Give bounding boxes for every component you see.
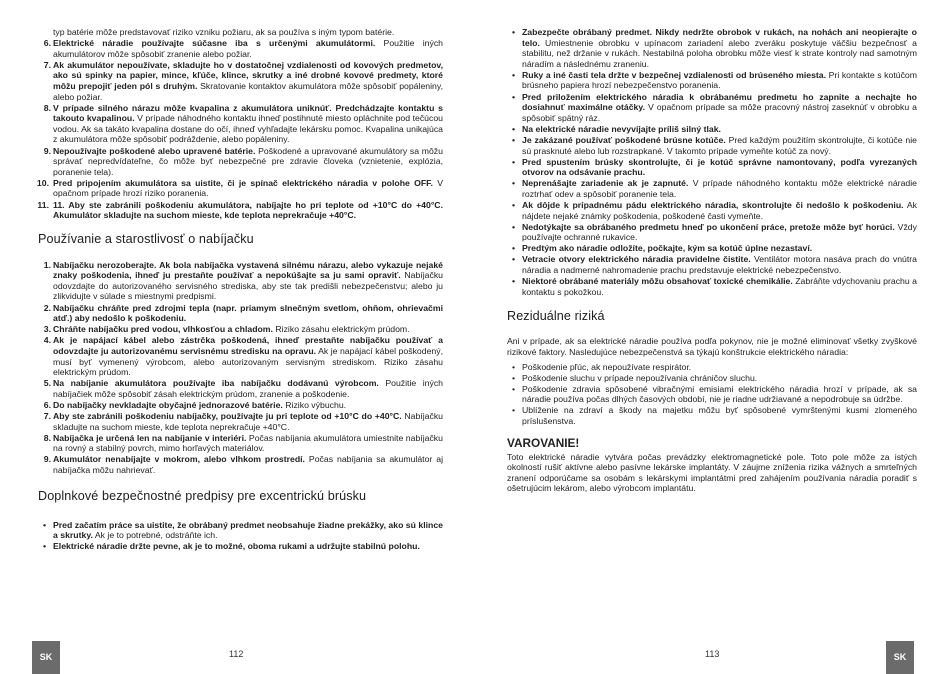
bullet-icon: • bbox=[512, 123, 516, 134]
item-text: Použitie iných nabíjačiek môže spôsobiť zásah elektrickým prúdom, zranenie a poškodenie. bbox=[53, 378, 443, 399]
list-item bbox=[38, 178, 443, 199]
item-bold-text: Nabíjačku nerozoberajte. Ak bola nabíjačka vystavená silnému nárazu, alebo vykazuje nejaké znaky poškodenia, ihneď ju prestaňte používať a nepokúšajte sa ju sami opraviť. bbox=[53, 259, 443, 281]
item-bold-text: Ak akumulátor nepoužívate, skladujte ho v dostatočnej vzdialenosti od kovových predmetov, ako sú spinky na papier, mince, kľúče, klince, skrutky a iné drobné kovové predmety, ktoré môžu prepojiť jeden pól s druhým. bbox=[53, 59, 443, 91]
item-bold-text: Ak je napájací kábel alebo zástrčka poškodená, ihneď prestaňte nabíjačku používať a odovzdajte ju autorizovanému servisnému stredisku na opravu. bbox=[53, 335, 443, 356]
bullet-icon: • bbox=[512, 69, 516, 80]
battery-safety-list bbox=[38, 38, 443, 221]
bullet-item bbox=[507, 254, 917, 275]
item-bold-text: Zabezpečte obrábaný predmet. Nikdy nedržte obrobok v rukách, na nohách ani neopierajte o telo. bbox=[522, 27, 917, 48]
list-item bbox=[38, 433, 443, 454]
residual-risks-list bbox=[507, 362, 917, 427]
item-text: Ak je napájací kábel poškodený, musí byť vymenený výrobcom, alebo autorizovaným servisným strediskom. Riziko zásahu elektrickým prúdom. bbox=[53, 345, 443, 378]
list-item bbox=[38, 60, 443, 102]
residual-risks-intro: Ani v prípade, ak sa elektrické náradie používa podľa pokynov, nie je možné eliminovať všetky zvyškové rizikové faktory. Nasledujúce nebezpečenstvá sa týkajú konštrukcie elektrického náradia: bbox=[507, 336, 917, 357]
item-bold-text: Pred priložením elektrického náradia k obrábanému predmetu ho zapnite a nechajte ho dosiahnuť maximálne otáčky. bbox=[522, 91, 917, 113]
bullet-item bbox=[507, 27, 917, 69]
bullet-item bbox=[507, 243, 917, 254]
item-number: 10. bbox=[36, 177, 49, 188]
item-bold-text: Chráňte nabíjačku pred vodou, vlhkosťou a chladom. bbox=[53, 324, 273, 335]
bullet-icon: • bbox=[43, 541, 47, 552]
item-bold-text: Ruky a iné časti tela držte v bezpečnej vzdialenosti od brúseného miesta. bbox=[522, 69, 827, 80]
bullet-item bbox=[507, 276, 917, 297]
bullet-item bbox=[507, 405, 917, 426]
item-bold-text: Predtým ako náradie odložíte, počkajte, kým sa kotúč úplne nezastaví. bbox=[522, 243, 813, 254]
item-text: V prípade náhodného kontaktu môže elektrické náradie roztrhať odev a spôsobiť poranenie tela. bbox=[522, 178, 917, 199]
right-column bbox=[507, 27, 917, 498]
page-number: 112 bbox=[229, 649, 244, 659]
item-text: Ventilátor motora nasáva prach do vnútra náradia a nadmerné nahromadenie prachu predstavuje elektrické nebezpečenstvo. bbox=[522, 254, 918, 276]
bullet-item bbox=[507, 384, 917, 405]
bullet-icon: • bbox=[512, 372, 516, 383]
bullet-icon: • bbox=[512, 134, 516, 145]
bullet-icon: • bbox=[512, 178, 516, 189]
item-text: Poškodené a upravované akumulátory sa môžu správať nepredvídateľne, čo môže byť nebezpečné pre zdravie človeka (vznietenie, explózia, poranenie tela). bbox=[53, 145, 443, 177]
item-number: 1. bbox=[43, 259, 51, 270]
item-bold-text: Nedotýkajte sa obrábaného predmetu hneď po ukončení práce, pretože môže byť horúci. bbox=[522, 221, 895, 232]
item-bold-text: Ak dôjde k prípadnému pádu elektrického náradia, skontrolujte či nedošlo k poškodeniu. bbox=[522, 200, 904, 210]
item-bold-text: Elektrické náradie držte pevne, ak je to možné, oboma rukami a udržujte stabilnú polohu. bbox=[53, 541, 420, 552]
item-text: Poškodenie sluchu v prípade nepoužívania chráničov sluchu. bbox=[522, 372, 758, 383]
bullet-item bbox=[38, 520, 443, 541]
bullet-icon: • bbox=[512, 91, 516, 102]
item-number: 3. bbox=[43, 324, 51, 335]
language-badge: SK bbox=[32, 641, 60, 674]
item-text: Poškodenie zdravia spôsobené vibračnými emisiami elektrického náradia hrozí v prípade, ak sa náradie používa počas dlhých časových období, nie je riadne udržiavané a nepodrobuje sa údržbe. bbox=[522, 383, 917, 405]
page-number: 113 bbox=[705, 649, 720, 659]
bullet-item bbox=[507, 373, 917, 384]
item-text: Umiestnenie obrobku v upínacom zariadení alebo zveráku poskytuje väčšiu bezpečnosť a stabilitu, než držanie v rukách. Nestabilná poloha obrobku môže viesť k strate kontroly nad samotným náradím a následnému zraneniu. bbox=[522, 37, 917, 69]
item-number: 7. bbox=[43, 411, 51, 421]
list-item bbox=[38, 400, 443, 411]
list-item bbox=[38, 324, 443, 335]
list-item bbox=[38, 378, 443, 399]
item-text: Ublíženie na zdraví a škody na majetku môžu byť spôsobené vymrštenými kusmi zlomeného príslušenstva. bbox=[522, 405, 917, 426]
item-text: V opačnom prípade hrozí riziko poranenia. bbox=[53, 177, 443, 199]
list-item bbox=[38, 454, 443, 475]
item-text: Poškodenie pľúc, ak nepoužívate respirátor. bbox=[522, 361, 692, 372]
bullet-icon: • bbox=[512, 276, 516, 287]
item-bold-text: Je zakázané používať poškodené brúsne kotúče. bbox=[522, 134, 726, 145]
item-number: 8. bbox=[43, 102, 51, 113]
item-number: 6. bbox=[43, 399, 51, 410]
bullet-icon: • bbox=[512, 383, 516, 394]
list-item bbox=[38, 335, 443, 377]
item-number: 9. bbox=[43, 145, 51, 156]
intro-text: typ batérie môže predstavovať riziko vzniku požiaru, ak sa používa s iným typom batérie. bbox=[53, 27, 395, 37]
item-text: Nabíjačku skladujte na suchom mieste, kde teplota neprekračuje +40°C. bbox=[53, 411, 443, 432]
item-bold-text: Na nabíjanie akumulátora používajte iba nabíjačku dodávanú výrobcom. bbox=[53, 378, 379, 389]
item-text: Zabráňte vdychovaniu prachu a kontaktu s pokožkou. bbox=[522, 276, 917, 297]
item-bold-text: Na elektrické náradie nevyvíjajte príliš silný tlak. bbox=[522, 123, 721, 134]
warning-heading: VAROVANIE! bbox=[507, 435, 580, 450]
bullet-icon: • bbox=[512, 405, 516, 416]
item-bold-text: Vetracie otvory elektrického náradia pravidelne čistite. bbox=[522, 254, 751, 265]
bullet-item bbox=[507, 92, 917, 124]
item-number: 6. bbox=[43, 38, 51, 49]
bullet-icon: • bbox=[512, 200, 516, 210]
item-bold-text: 11. Aby ste zabránili poškodeniu akumulátora, nabíjajte ho pri teplote od +10°C do +40°C. Akumulátor skladujte na suchom mieste, kde teplota neprekračuje +40°C. bbox=[53, 199, 443, 221]
item-text: Ak je to potrebné, odstráňte ich. bbox=[92, 530, 218, 541]
item-text: Ak nájdete nejaké známky poškodenia, poškodené časti vymeňte. bbox=[522, 200, 917, 221]
list-item bbox=[38, 38, 443, 59]
bullet-item bbox=[507, 70, 917, 91]
bullet-icon: • bbox=[43, 519, 47, 530]
item-text: Riziko zásahu elektrickým prúdom. bbox=[272, 324, 410, 335]
grinder-safety-list bbox=[507, 27, 917, 297]
item-bold-text: Pred pripojením akumulátora sa uistite, či je spínač elektrického náradia v polohe OFF. bbox=[53, 177, 433, 188]
item-number: 2. bbox=[43, 302, 51, 313]
list-item bbox=[38, 103, 443, 145]
bullet-item bbox=[507, 222, 917, 243]
item-bold-text: Akumulátor nenabíjajte v mokrom, alebo vlhkom prostredí. bbox=[53, 454, 305, 465]
item-number: 5. bbox=[43, 378, 51, 389]
item-text: Počas nabíjania sa akumulátor aj nabíjačka môžu nahrievať. bbox=[53, 454, 444, 475]
item-text: V opačnom prípade sa môže pracovný nástroj zaseknúť v obrobku a spôsobiť spätný ráz. bbox=[522, 102, 917, 123]
list-item bbox=[38, 200, 443, 221]
item-bold-text: Aby ste zabránili poškodeniu nabíjačky, používajte ju pri teplote od +10°C do +40°C. bbox=[53, 411, 402, 421]
item-number: 7. bbox=[43, 59, 51, 70]
right-page bbox=[475, 0, 950, 674]
item-bold-text: Neprenášajte zariadenie ak je zapnuté. bbox=[522, 178, 689, 189]
charger-section-heading: Používanie a starostlivosť o nabíjačku bbox=[38, 231, 254, 246]
list-item bbox=[38, 303, 443, 324]
item-number: 11. bbox=[37, 199, 49, 210]
bullet-icon: • bbox=[512, 221, 516, 232]
language-badge: SK bbox=[886, 641, 914, 674]
bullet-item bbox=[38, 541, 443, 552]
item-bold-text: Elektrické náradie používajte súčasne iba s určenými akumulátormi. bbox=[53, 38, 376, 49]
warning-text: Toto elektrické náradie vytvára počas prevádzky elektromagnetické pole. Toto pole môže za istých okolností rušiť aktívne alebo pasívne lekárske implantáty. V záujme zníženia rizika vážnych a smrteľných zranení odporúčame sa osobám s lekárskymi implantátmi pred zahájením používania náradia poradiť s ošetrujúcim lekárom, alebo výrobcom implantátu. bbox=[507, 451, 917, 494]
item-text: Vždy používajte ochranné rukavice. bbox=[522, 221, 917, 243]
item-text: Počas nabíjania akumulátora umiestnite nabíjačku na rovný a stabilný povrch, mimo horľavých materiálov. bbox=[53, 432, 443, 454]
item-text: Riziko výbuchu. bbox=[282, 399, 347, 410]
item-number: 4. bbox=[43, 335, 51, 346]
bullet-icon: • bbox=[512, 156, 516, 167]
left-column bbox=[38, 27, 443, 552]
residual-risks-heading: Reziduálne riziká bbox=[507, 309, 605, 324]
bullet-icon: • bbox=[512, 27, 516, 37]
bullet-item bbox=[507, 178, 917, 199]
item-text: Pri kontakte s kotúčom brúsneho papiera hrozí nebezpečenstvo poranenia. bbox=[522, 69, 917, 91]
bullet-icon: • bbox=[512, 254, 516, 265]
item-text: V prípade náhodného kontaktu ihneď postihnuté miesto opláchnite pod tečúcou vodou. Ak sa takáto kvapalina dostane do očí, ihneď vyhľadajte lekársku pomoc. Kvapalina unikajúca z akumulátora môže spôsobiť podráždenie, alebo popáleniny. bbox=[53, 113, 444, 145]
bullet-item bbox=[507, 362, 917, 373]
item-bold-text: Nabíjačku chráňte pred zdrojmi tepla (napr. priamym slnečným svetlom, ohňom, ohrievačmi atď.) aby nedošlo k poškodeniu. bbox=[53, 302, 443, 324]
item-text: Skratovanie kontaktov akumulátora môže spôsobiť popáleniny, alebo požiar. bbox=[53, 80, 443, 102]
item-text: Pred každým použitím skontrolujte, či kotúče nie sú prasknuté alebo lub rozstrapkané. V takomto prípade vymeňte kotúč za nový. bbox=[522, 134, 917, 156]
item-text: Nabíjačku odovzdajte do autorizovaného servisného strediska, aby ste tak predišli nebezpečenstvu; alebo ju zlikvidujte v súlade s miestnymi predpismi. bbox=[53, 270, 443, 302]
item-bold-text: Do nabíjačky nevkladajte obyčajné jednorazové batérie. bbox=[53, 399, 283, 410]
bullet-item bbox=[507, 124, 917, 135]
extra-safety-list bbox=[38, 520, 443, 552]
bullet-item bbox=[507, 157, 917, 178]
item-bold-text: Nabíjačka je určená len na nabíjanie v interiéri. bbox=[53, 432, 247, 443]
item-bold-text: Pred spustením brúsky skontrolujte, či je kotúč správne namontovaný, podľa vyrezaných otvorov na odsávanie prachu. bbox=[522, 156, 917, 178]
extra-section-heading: Doplnkové bezpečnostné predpisy pre excentrickú brúsku bbox=[38, 488, 367, 503]
item-bold-text: Pred začatím práce sa uistite, že obrábaný predmet neobsahuje žiadne prekážky, ako sú klince a skrutky. bbox=[53, 519, 443, 541]
item-number: 9. bbox=[43, 454, 51, 465]
item-text: Použitie iných akumulátorov môže spôsobiť zranenie alebo požiar. bbox=[53, 38, 443, 59]
bullet-icon: • bbox=[512, 243, 516, 254]
item-bold-text: Nepoužívajte poškodené alebo upravené batérie. bbox=[53, 145, 256, 156]
bullet-item bbox=[507, 135, 917, 156]
item-bold-text: V prípade silného nárazu môže kvapalina z akumulátora uniknúť. Predchádzajte kontaktu s takouto kvapalinou. bbox=[53, 102, 443, 124]
charger-safety-list bbox=[38, 260, 443, 476]
item-number: 8. bbox=[43, 432, 51, 443]
item-bold-text: Niektoré obrábané materiály môžu obsahovať toxické chemikálie. bbox=[522, 276, 793, 287]
bullet-icon: • bbox=[512, 361, 516, 372]
list-item bbox=[38, 146, 443, 178]
list-item bbox=[38, 260, 443, 302]
bullet-item bbox=[507, 200, 917, 221]
list-item bbox=[38, 411, 443, 432]
